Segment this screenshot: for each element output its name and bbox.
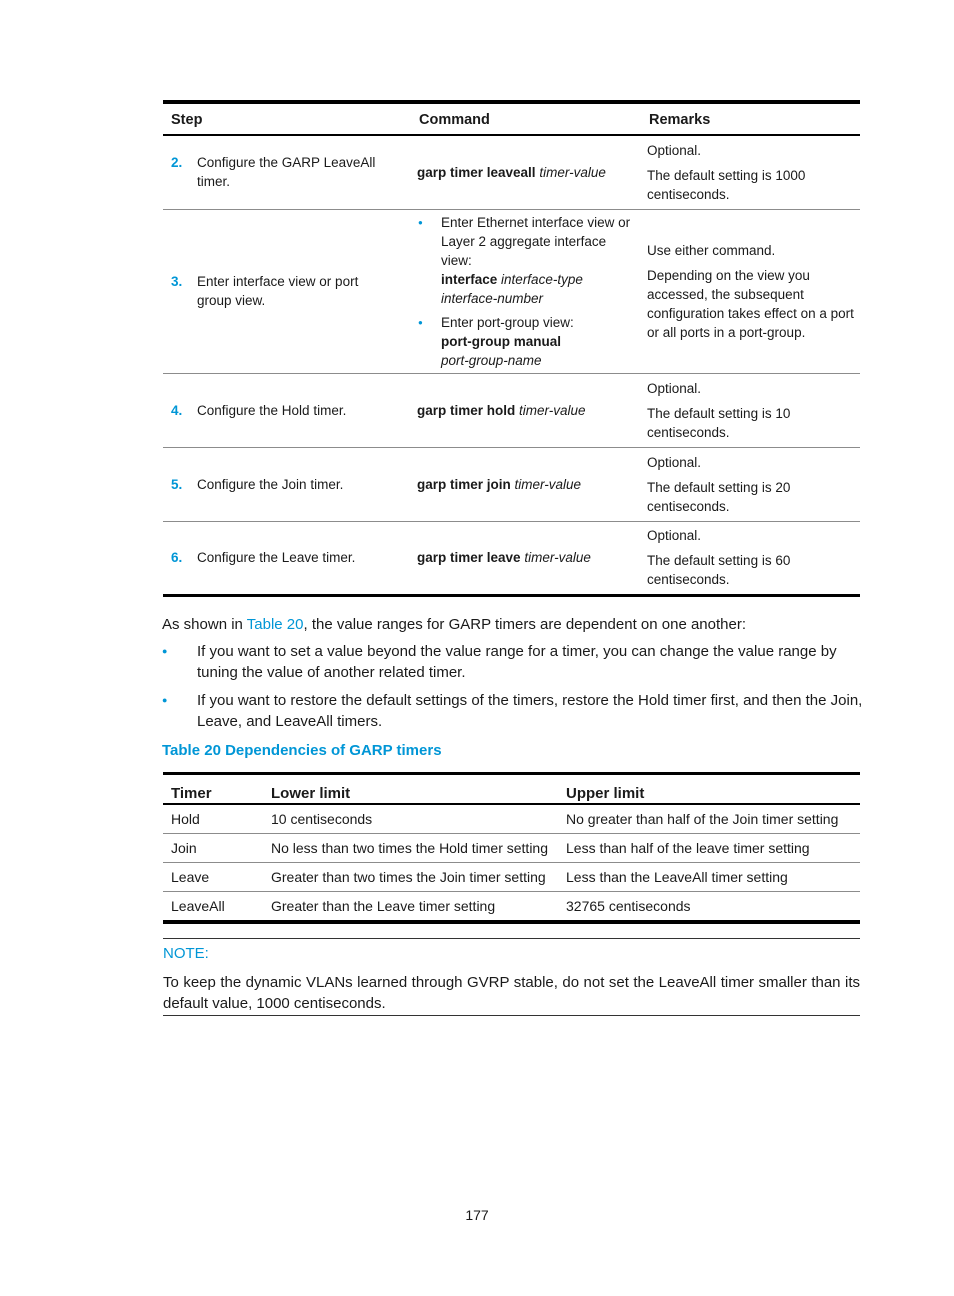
note-text: To keep the dynamic VLANs learned through GVRP stable, do not set the LeaveAll timer smaller than its default value, 1000 centiseconds. (163, 974, 860, 1012)
command-cell (411, 373, 641, 447)
step-number: 2. (171, 155, 183, 171)
list-item: ● If you want to set a value beyond the value range for a timer, you can change the value range by tuning the value of another related timer. (162, 641, 865, 683)
command-cell (411, 521, 641, 595)
command-argument: interface-type interface-number (441, 271, 583, 306)
timer-bullets (162, 641, 865, 732)
timer-name: Leave (171, 869, 210, 885)
table-row (163, 447, 860, 521)
table-row (163, 804, 860, 834)
remark-line: The default setting is 1000 centiseconds. (647, 167, 806, 202)
table-caption: Table 20 Dependencies of GARP timers (162, 742, 442, 759)
step-cell (163, 521, 411, 595)
intro-paragraph (162, 614, 746, 635)
header-lower-limit: Lower limit (271, 785, 351, 802)
command-argument: port-group-name (441, 352, 542, 368)
step-number: 6. (171, 550, 183, 565)
remark-line: The default setting is 10 centiseconds. (647, 405, 791, 440)
command-keyword: garp timer hold (417, 402, 516, 418)
config-table-header (163, 102, 860, 135)
command-options-list (417, 213, 635, 370)
command-keyword: garp timer join (417, 476, 511, 492)
step-number: 5. (171, 476, 183, 492)
upper-limit: Less than half of the leave timer setting (566, 840, 810, 856)
table-row (163, 521, 860, 595)
header-step: Step (171, 112, 203, 128)
command-keyword: garp timer leaveall (417, 164, 536, 180)
remarks-cell (641, 209, 860, 373)
option-intro: Enter port-group view: (441, 314, 574, 330)
intro-after: , the value ranges for GARP timers are dependent on one another: (303, 616, 746, 633)
table-20-link[interactable]: Table 20 (246, 616, 304, 633)
remark-line: Optional. (647, 380, 702, 396)
lower-limit: Greater than two times the Join timer setting (271, 869, 546, 885)
timer-name: Hold (171, 811, 200, 827)
command-cell (411, 135, 641, 209)
list-item: ● If you want to restore the default settings of the timers, restore the Hold timer first, and then the Join, Leave, and LeaveAll timers. (162, 690, 865, 732)
page-number: 177 (465, 1207, 489, 1223)
lower-limit: No less than two times the Hold timer setting (271, 840, 549, 856)
timer-name: Join (171, 840, 197, 856)
step-text: Configure the Hold timer. (197, 402, 347, 418)
remark-line: Depending on the view you accessed, the subsequent configuration takes effect on a port or all ports in a port-group. (647, 267, 854, 340)
remark-line: The default setting is 20 centiseconds. (647, 479, 791, 514)
intro-before: As shown in (162, 616, 247, 633)
timer-dependencies-table (163, 772, 860, 924)
header-upper-limit: Upper limit (566, 785, 645, 802)
table-row (163, 373, 860, 447)
note-top-rule (163, 938, 860, 939)
table-row (163, 209, 860, 373)
remark-line: Optional. (647, 454, 702, 470)
upper-limit: 32765 centiseconds (566, 898, 691, 914)
timer-name: LeaveAll (171, 898, 225, 914)
step-cell (163, 447, 411, 521)
header-timer: Timer (171, 785, 212, 802)
option-intro: Enter Ethernet interface view or Layer 2 aggregate interface view: (441, 214, 631, 268)
step-text: Enter interface view or port group view. (197, 274, 359, 308)
step-cell (163, 373, 411, 447)
config-steps-table (163, 100, 860, 597)
table-row (163, 863, 860, 892)
step-text: Configure the Join timer. (197, 476, 344, 492)
command-keyword: port-group manual (441, 333, 561, 349)
lower-limit: Greater than the Leave timer setting (271, 898, 496, 914)
command-keyword: interface (441, 271, 498, 287)
header-remarks: Remarks (649, 112, 711, 128)
step-text: Configure the GARP LeaveAll timer. (197, 155, 376, 190)
table-row (163, 834, 860, 863)
list-item (417, 213, 635, 308)
command-cell (411, 447, 641, 521)
remark-line: Optional. (647, 142, 702, 158)
upper-limit: No greater than half of the Join timer setting (566, 811, 839, 827)
upper-limit: Less than the LeaveAll timer setting (566, 869, 788, 885)
step-text: Configure the Leave timer. (197, 550, 356, 565)
table-row (163, 135, 860, 209)
remark-line: Use either command. (647, 242, 776, 258)
table-row (163, 892, 860, 923)
remarks-cell (641, 373, 860, 447)
command-argument: timer-value (539, 164, 606, 180)
command-argument: timer-value (514, 476, 582, 492)
remarks-cell (641, 135, 860, 209)
step-number: 4. (171, 402, 183, 418)
remarks-cell (641, 521, 860, 595)
list-item (417, 313, 635, 370)
header-command: Command (419, 112, 490, 128)
command-keyword: garp timer leave (417, 550, 521, 565)
command-argument: timer-value (524, 550, 591, 565)
remarks-cell (641, 447, 860, 521)
remark-line: The default setting is 60 centiseconds. (647, 553, 791, 587)
command-cell (411, 209, 641, 373)
step-cell (163, 209, 411, 373)
step-number: 3. (171, 274, 183, 289)
remark-line: Optional. (647, 528, 702, 543)
command-argument: timer-value (519, 402, 586, 418)
note-label: NOTE: (163, 945, 209, 962)
lower-limit: 10 centiseconds (271, 811, 373, 827)
step-cell (163, 135, 411, 209)
note-bottom-rule (163, 1015, 860, 1016)
timer-table-header (163, 774, 860, 805)
